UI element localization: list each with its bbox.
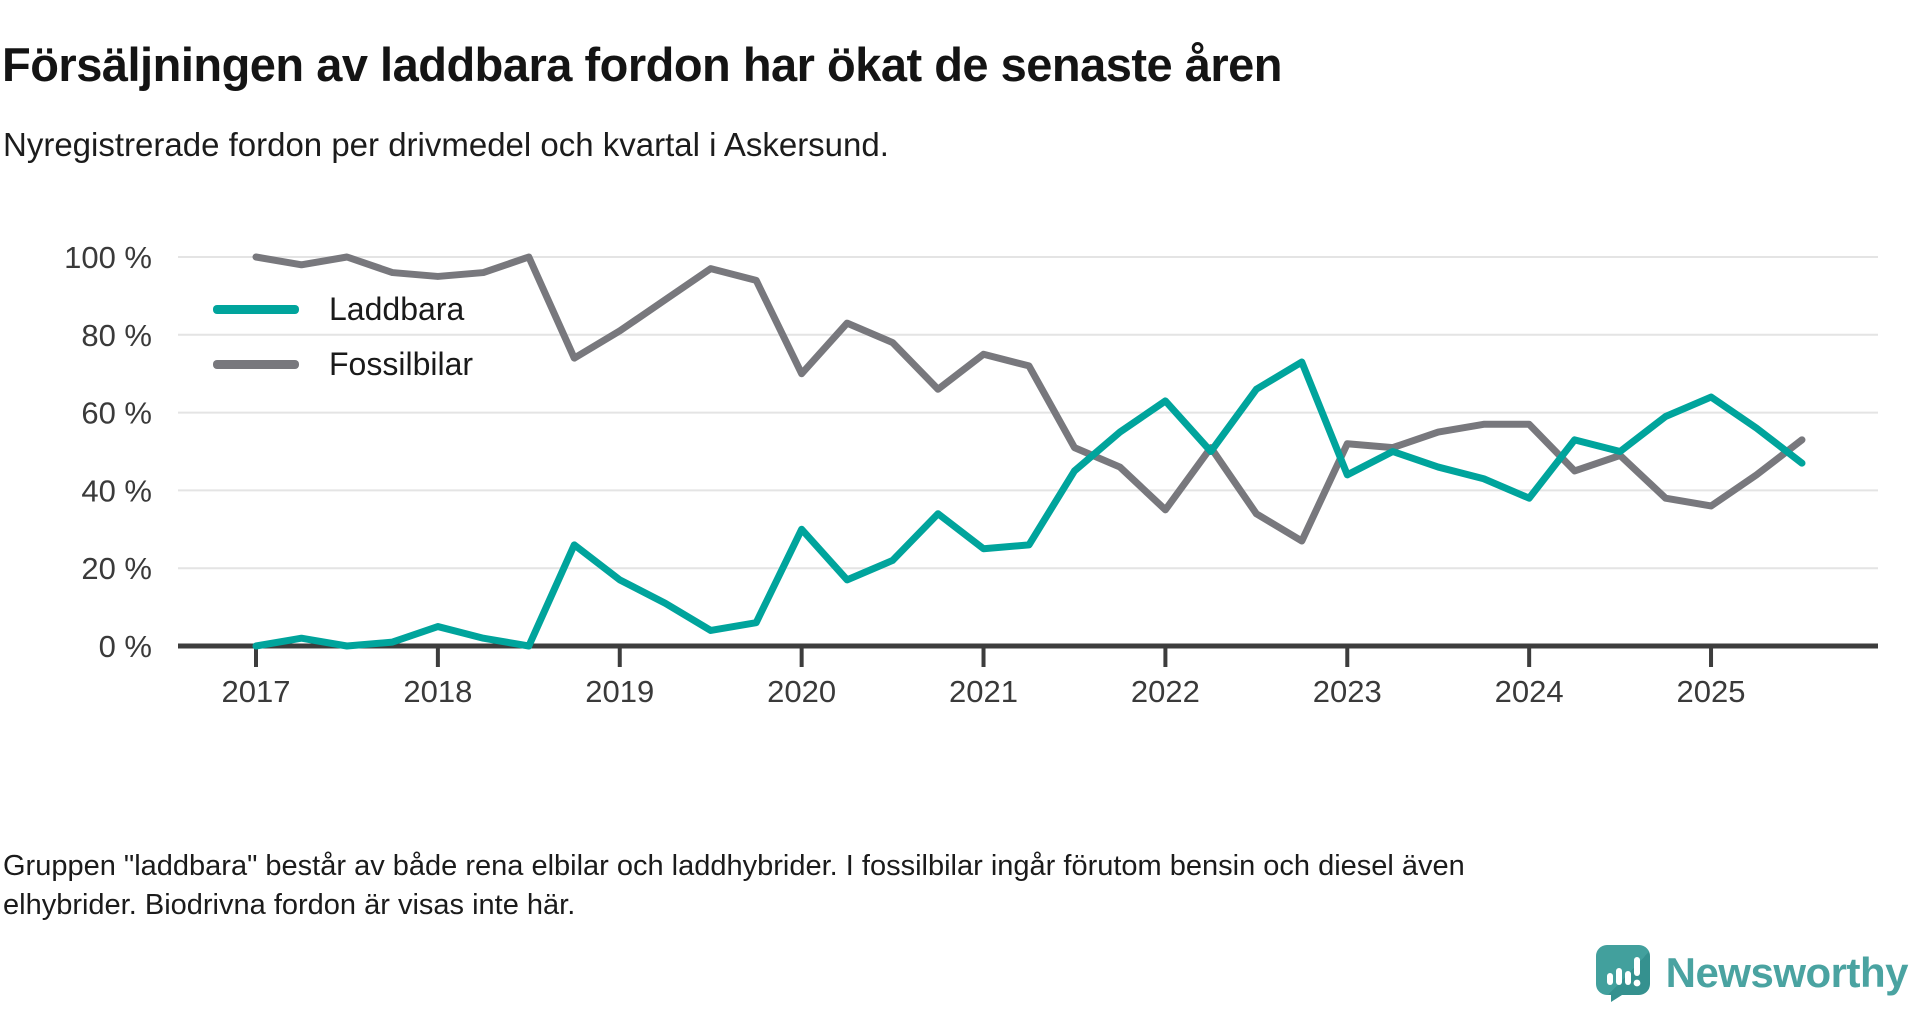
svg-text:2018: 2018 — [403, 674, 473, 709]
svg-text:2020: 2020 — [767, 674, 837, 709]
newsworthy-wordmark: Newsworthy — [1665, 949, 1908, 996]
legend-item-fossilbilar — [213, 347, 473, 381]
legend-label: Laddbara — [329, 290, 465, 327]
svg-text:2017: 2017 — [221, 674, 291, 709]
svg-text:2021: 2021 — [949, 674, 1019, 709]
svg-text:100 %: 100 % — [64, 240, 152, 275]
fossilbilar-line-swatch — [213, 360, 299, 369]
svg-text:2019: 2019 — [585, 674, 655, 709]
svg-text:2025: 2025 — [1676, 674, 1746, 709]
newsworthy-logo — [1595, 944, 1908, 1002]
svg-text:0 %: 0 % — [98, 629, 152, 664]
svg-text:2024: 2024 — [1494, 674, 1564, 709]
chart-footnote: Gruppen "laddbara" består av både rena elbilar och laddhybrider. I fossilbilar ingår förutom bensin och diesel även elhybrider. Biodrivna fordon är visas inte här. — [3, 850, 1465, 921]
chart-legend — [213, 292, 473, 381]
svg-text:2023: 2023 — [1312, 674, 1382, 709]
newsworthy-bubble-icon — [1595, 944, 1651, 1002]
laddbara-line-swatch — [213, 305, 299, 314]
svg-text:20 %: 20 % — [81, 551, 152, 587]
legend-item-laddbara — [213, 292, 473, 326]
svg-text:80 %: 80 % — [81, 317, 152, 353]
page-subtitle: Nyregistrerade fordon per drivmedel och kvartal i Askersund. — [3, 126, 889, 163]
svg-text:60 %: 60 % — [81, 395, 152, 431]
legend-label: Fossilbilar — [329, 345, 474, 382]
svg-text:40 %: 40 % — [81, 473, 152, 509]
page-title: Försäljningen av laddbara fordon har ökat de senaste åren — [2, 38, 1283, 92]
svg-text:2022: 2022 — [1130, 674, 1200, 709]
